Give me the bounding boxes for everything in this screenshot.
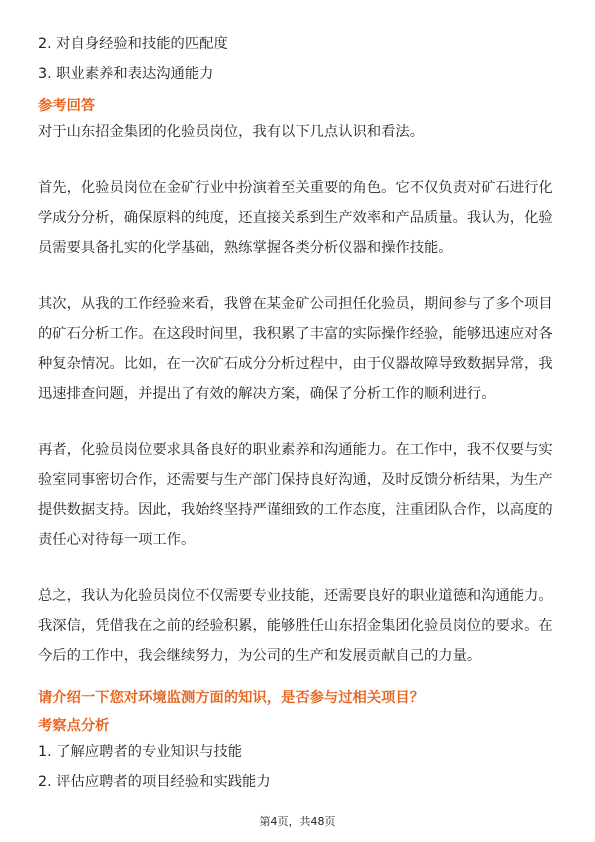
paragraph-line: 的矿石分析工作。在这段时间里，我积累了丰富的实际操作经验，能够迅速应对各 <box>38 326 553 342</box>
question-heading: 请介绍一下您对环境监测方面的知识，是否参与过相关项目？ <box>38 690 425 706</box>
list-item: 3. 职业素养和表达沟通能力 <box>38 66 214 82</box>
page-number: 第4页，共48页 <box>259 815 336 828</box>
paragraph-line: 提供数据支持。因此，我始终坚持严谨细致的工作态度，注重团队合作，以高度的 <box>38 502 553 518</box>
paragraph-line: 总之，我认为化验员岗位不仅需要专业技能，还需要良好的职业道德和沟通能力。 <box>38 588 553 604</box>
paragraph-line: 员需要具备扎实的化学基础，熟练掌握各类分析仪器和操作技能。 <box>38 240 453 256</box>
paragraph-line: 首先，化验员岗位在金矿行业中扮演着至关重要的角色。它不仅负责对矿石进行化 <box>38 180 553 196</box>
paragraph-line: 今后的工作中，我会继续努力，为公司的生产和发展贡献自己的力量。 <box>38 648 482 664</box>
answer-heading: 参考回答 <box>38 98 96 114</box>
paragraph-line: 学成分分析，确保原料的纯度，还直接关系到生产效率和产品质量。我认为，化验 <box>38 210 553 226</box>
paragraph-line: 验室同事密切合作，还需要与生产部门保持良好沟通，及时反馈分析结果，为生产 <box>38 472 553 488</box>
paragraph-line: 责任心对待每一项工作。 <box>38 532 196 548</box>
paragraph-line: 其次，从我的工作经验来看，我曾在某金矿公司担任化验员，期间参与了多个项目 <box>38 296 553 312</box>
list-item: 2. 对自身经验和技能的匹配度 <box>38 36 228 52</box>
paragraph-line: 我深信，凭借我在之前的经验积累，能够胜任山东招金集团化验员岗位的要求。在 <box>38 618 553 634</box>
list-item: 2. 评估应聘者的项目经验和实践能力 <box>38 774 271 790</box>
analysis-heading: 考察点分析 <box>38 718 110 734</box>
paragraph-line: 迅速排查问题，并提出了有效的解决方案，确保了分析工作的顺利进行。 <box>38 386 496 402</box>
paragraph-line: 再者，化验员岗位要求具备良好的职业素养和沟通能力。在工作中，我不仅要与实 <box>38 442 553 458</box>
answer-intro: 对于山东招金集团的化验员岗位，我有以下几点认识和看法。 <box>38 124 425 140</box>
paragraph-line: 种复杂情况。比如，在一次矿石成分分析过程中，由于仪器故障导致数据异常，我 <box>38 356 553 372</box>
list-item: 1. 了解应聘者的专业知识与技能 <box>38 744 243 760</box>
